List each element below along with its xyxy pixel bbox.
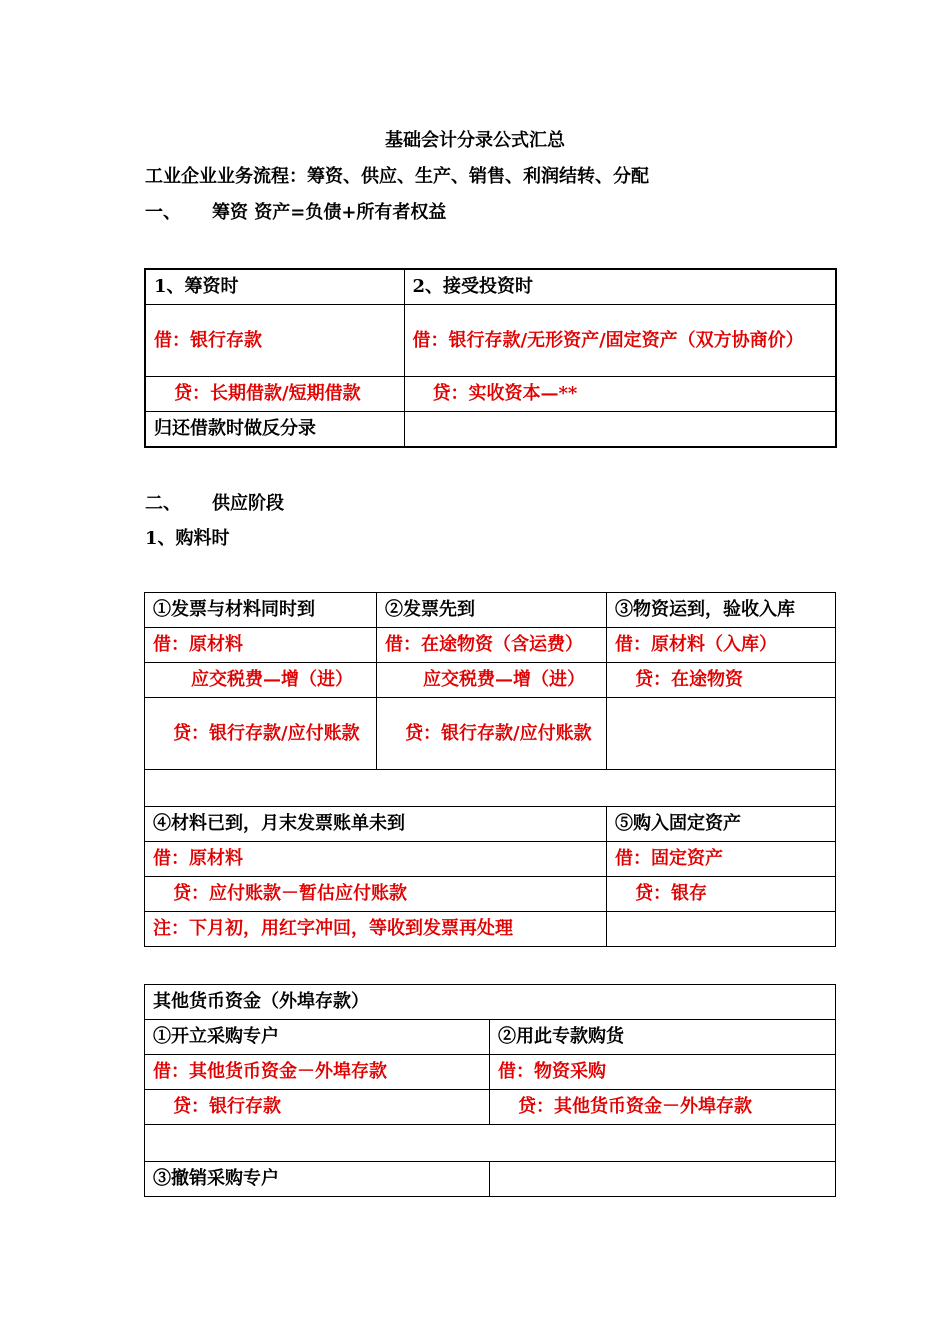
other-funds-h1: ①开立采购专户: [145, 1020, 490, 1055]
other-funds-empty-row: [145, 1125, 836, 1162]
purchase-r2c3: 贷：在途物资: [607, 663, 836, 698]
other-funds-h3: ③撤销采购专户: [145, 1162, 490, 1197]
purchase-empty-row: [145, 770, 836, 807]
financing-c1-credit: 贷：长期借款/短期借款: [145, 377, 404, 412]
purchase-r1c3: 借：原材料（入库）: [607, 628, 836, 663]
purchase-r5c1: 借：原材料: [145, 842, 607, 877]
other-funds-r2c1: 贷：银行存款: [145, 1090, 490, 1125]
other-funds-h3c2: [490, 1162, 836, 1197]
financing-col2-header: 2、接受投资时: [404, 269, 836, 305]
section2-number: 二、: [145, 493, 181, 514]
section2-heading: 供应阶段: [212, 493, 284, 514]
purchase-r1c1: 借：原材料: [145, 628, 377, 663]
purchase-r7c1: 注：下月初，用红字冲回，等收到发票再处理: [145, 912, 607, 947]
financing-c2-debit: 借：银行存款/无形资产/固定资产（双方协商价）: [404, 305, 836, 377]
other-funds-table: [144, 984, 836, 1197]
section1-number: 一、: [145, 202, 181, 223]
section1-heading: 筹资 资产=负债+所有者权益: [212, 202, 447, 223]
purchase-r3c1-text: 贷：银行存款/应付账款: [173, 722, 360, 744]
purchase-r6c1: 贷：应付账款－暂估应付账款: [145, 877, 607, 912]
purchase-r3c2: [377, 698, 607, 770]
section2-sub1: 1、购料时: [145, 528, 230, 549]
purchase-table: [144, 592, 836, 947]
purchase-h4: ④材料已到，月末发票账单未到: [145, 807, 607, 842]
other-funds-r1c1: 借：其他货币资金－外埠存款: [145, 1055, 490, 1090]
purchase-r6c2: 贷：银存: [607, 877, 836, 912]
other-funds-header: 其他货币资金（外埠存款）: [145, 985, 836, 1020]
other-funds-r2c2: 贷：其他货币资金－外埠存款: [490, 1090, 836, 1125]
financing-c1-note: 归还借款时做反分录: [145, 412, 404, 448]
purchase-r2c1: 应交税费—增（进）: [145, 663, 377, 698]
purchase-r3c2-text: 贷：银行存款/应付账款: [405, 722, 592, 744]
financing-c2-note: [404, 412, 836, 448]
purchase-r7c2: [607, 912, 836, 947]
purchase-h5: ⑤购入固定资产: [607, 807, 836, 842]
financing-c2-credit: 贷：实收资本—**: [404, 377, 836, 412]
purchase-r2c2: 应交税费—增（进）: [377, 663, 607, 698]
other-funds-h2: ②用此专款购货: [490, 1020, 836, 1055]
purchase-r5c2: 借：固定资产: [607, 842, 836, 877]
financing-c1-debit: 借：银行存款: [145, 305, 404, 377]
purchase-h1: ①发票与材料同时到: [145, 593, 377, 628]
purchase-h2: ②发票先到: [377, 593, 607, 628]
financing-table: [144, 268, 837, 448]
page-title: 基础会计分录公式汇总: [385, 130, 565, 151]
purchase-r3c3: [607, 698, 836, 770]
purchase-r1c2: 借：在途物资（含运费）: [377, 628, 607, 663]
purchase-r3c1: [145, 698, 377, 770]
flow-line: 工业企业业务流程：筹资、供应、生产、销售、利润结转、分配: [145, 166, 649, 187]
financing-col1-header: 1、筹资时: [145, 269, 404, 305]
other-funds-r1c2: 借：物资采购: [490, 1055, 836, 1090]
purchase-h3: ③物资运到，验收入库: [607, 593, 836, 628]
